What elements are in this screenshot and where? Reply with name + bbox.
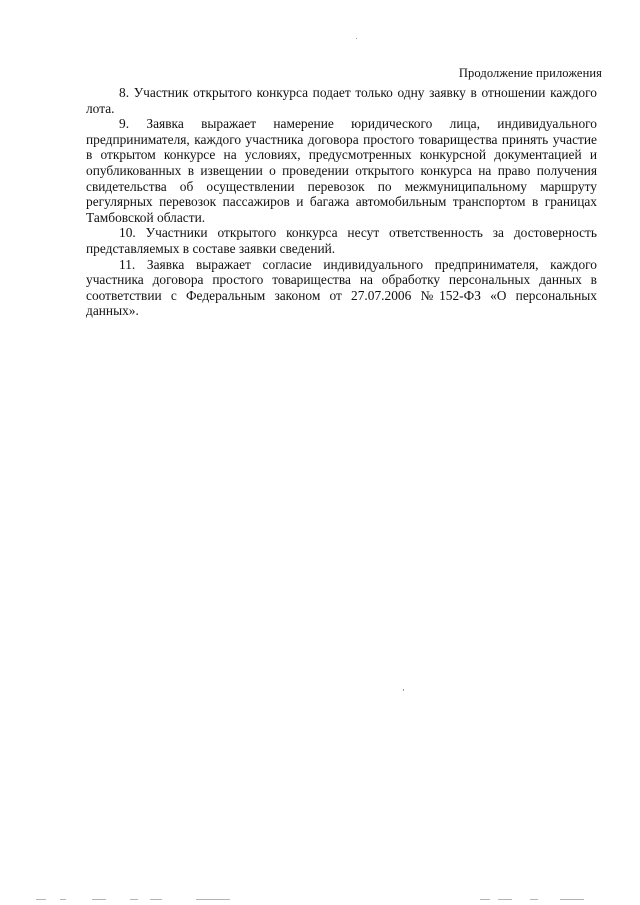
paragraph-10: 10. Участники открытого конкурса несут ответственность за достоверность представляемых в составе заявки сведений. [86, 225, 597, 256]
scan-edge-marks [0, 898, 640, 902]
document-body [86, 85, 597, 319]
scan-speck [403, 689, 404, 691]
paragraph-8: 8. Участник открытого конкурса подает только одну заявку в отношении каждого лота. [86, 85, 597, 116]
paragraph-11: 11. Заявка выражает согласие индивидуального предпринимателя, каждого участника договора простого товарищества на обработку персональных данных в соответствии с Федеральным законом от 27.07.2006 №152-ФЗ «О персональных данных». [86, 256, 597, 319]
paragraph-9: 9. Заявка выражает намерение юридического лица, индивидуального предпринимателя, каждого участника договора простого товарищества принять участие в открытом конкурсе на условиях, предусмотренных конкурсной документацией и опубликованных в извещении о проведении открытого конкурса на право получения свидетельства об осуществлении перевозок по межмуниципальному маршруту регулярных перевозок пассажиров и багажа автомобильным транспортом в границах Тамбовской области. [86, 116, 597, 225]
scan-speck [356, 38, 357, 39]
continuation-header: Продолжение приложения [458, 66, 602, 80]
